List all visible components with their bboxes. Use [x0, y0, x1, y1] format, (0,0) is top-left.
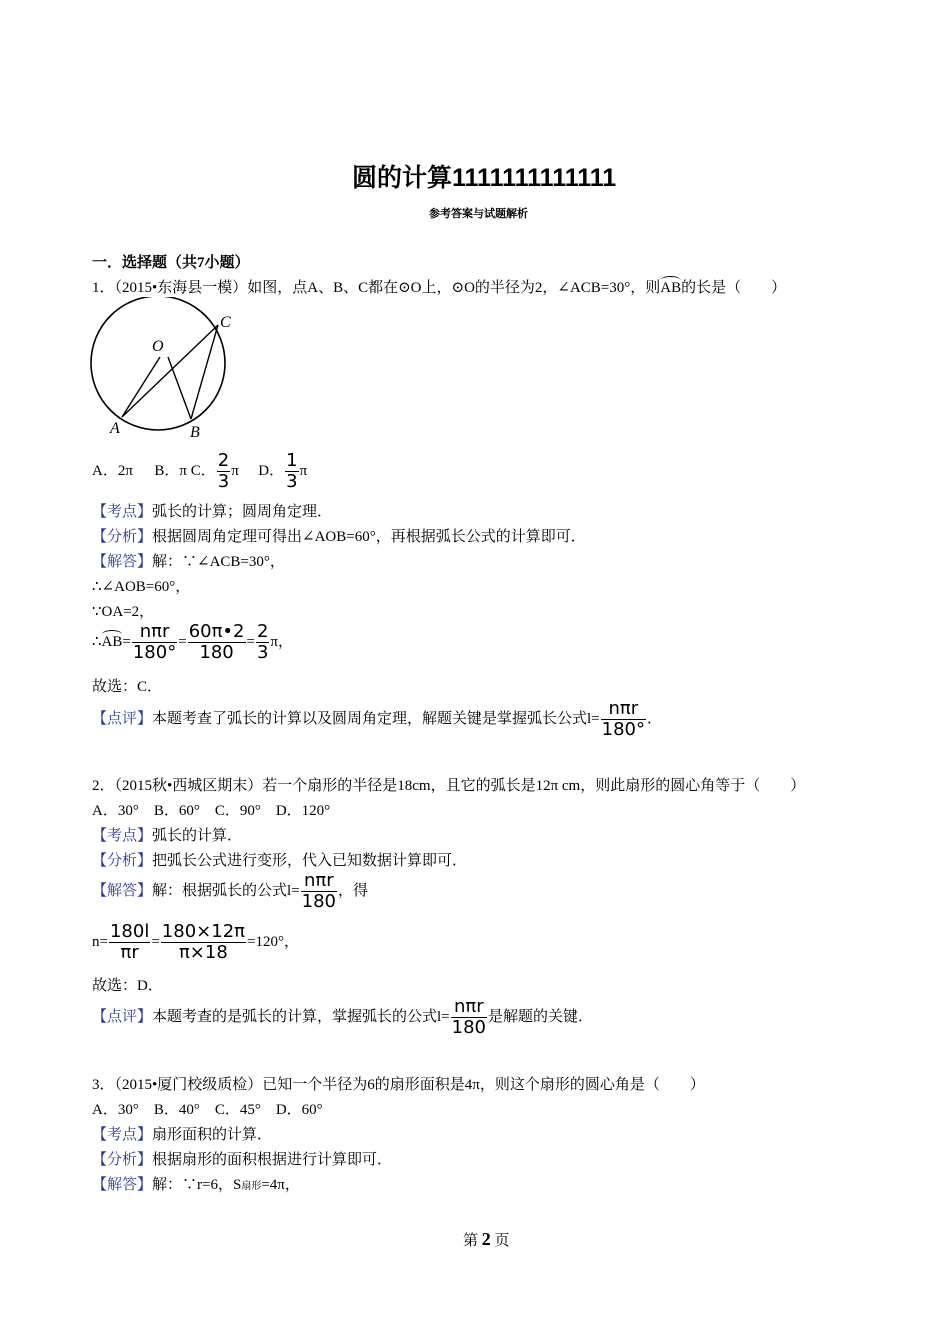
q1-options [92, 452, 307, 491]
q3-fenxi: 【分析】根据扇形的面积根据进行计算即可． [92, 1152, 393, 1168]
q2-jieda-formula: $\frac{\text{nπr}}{180}$ [301, 870, 337, 912]
label-o: O [152, 338, 164, 355]
section-heading: 一．选择题（共7小题） [92, 255, 250, 271]
q1-answer: 故选：C． [92, 679, 163, 695]
q3-options: A．30° B．40° C．45° D．60° [92, 1102, 323, 1118]
q2-n-calc: n= $\frac{180l}{\pi r}$ = $\frac{180\times 12\pi}{\pi\times 18}$ =120°， [92, 921, 299, 963]
q1-opt-c-pi: π [231, 462, 239, 479]
q1-fenxi: 【分析】根据圆周角定理可得出∠AOB=60°，再根据弧长公式的计算即可． [92, 529, 586, 545]
page-footer: 第 2 页 [463, 1229, 510, 1249]
q2-options: A．30° B．60° C．90° D．120° [92, 803, 331, 819]
q1-formula-1: $\frac{\text{nπr}}{180^\circ}$ [132, 621, 177, 663]
q3-jieda: 【解答】解：∵r=6，S扇形=4π， [92, 1177, 300, 1193]
q2-dianping-formula: $\frac{\text{nπr}}{180}$ [451, 996, 487, 1038]
page-subtitle: 参考答案与试题解析 [429, 208, 528, 220]
q1-step1: ∴∠AOB=60°， [92, 579, 191, 595]
q2-kaodian: 【考点】弧长的计算． [92, 828, 243, 844]
page-title: 圆的计算1111111111111 [352, 164, 617, 192]
q1-formula-2: $\frac{60\pi•2}{180}$ [188, 621, 245, 663]
q1-step3: ∴AB= $\frac{\text{nπr}}{180^\circ}$ = $\frac{60\pi•2}{180}$ = $\frac{2}{3}$ π， [92, 621, 293, 663]
q1-dianping: 【点评】本题考查了弧长的计算以及圆周角定理，解题关键是掌握弧长公式l= $\frac{\text{nπr}}{180^\circ}$ ． [92, 698, 663, 740]
q2-n-formula-2: $\frac{180\times 12\pi}{\pi\times 18}$ [161, 921, 245, 963]
q1-jieda: 【解答】解：∵∠ACB=30°， [92, 554, 285, 570]
q1-opt-d: D． [258, 462, 285, 479]
circle-o [91, 297, 225, 430]
q1-step3-arc: AB [102, 630, 123, 651]
q1-kaodian: 【考点】弧长的计算；圆周角定理． [92, 504, 333, 520]
q1-step2: ∵OA=2， [92, 604, 155, 620]
label-a: A [110, 420, 120, 437]
q1-opt-d-fraction: $\frac{1}{3}$ [286, 450, 298, 492]
q1-formula-3: $\frac{2}{3}$ [256, 621, 269, 663]
q1-stem-post: 的长是（ ） [681, 280, 787, 296]
q1-opt-c-fraction: $\frac{2}{3}$ [217, 450, 230, 492]
q2-n-formula-1: $\frac{180l}{\pi r}$ [109, 921, 150, 963]
q1-dianping-formula: $\frac{\text{nπr}}{180^\circ}$ [601, 698, 646, 740]
circle-figure [88, 297, 248, 447]
q1-opt-a: A．2π [92, 462, 133, 479]
line-ac [122, 325, 218, 417]
q2-jieda: 【解答】解：根据弧长的公式l= $\frac{\text{nπr}}{180}$ ，得 [92, 870, 369, 912]
label-b: B [190, 424, 200, 441]
q1-stem [92, 276, 786, 297]
page-number: 2 [481, 1229, 491, 1249]
line-ob [168, 357, 191, 419]
q2-fenxi: 【分析】把弧长公式进行变形，代入已知数据计算即可． [92, 853, 468, 869]
q2-dianping: 【点评】本题考查的是弧长的计算，掌握弧长的公式l= $\frac{\text{nπr}}{180}$ 是解题的关键． [92, 996, 594, 1038]
q3-stem: 3．（2015•厦门校级质检）已知一个半径为6的扇形面积是4π，则这个扇形的圆心角是（ ） [92, 1077, 705, 1093]
q2-answer: 故选：D． [92, 978, 163, 994]
q1-opt-d-pi: π [299, 462, 308, 479]
line-bc [191, 325, 218, 419]
label-c: C [220, 314, 231, 331]
q1-opt-b: B．π C． [154, 462, 216, 479]
q1-arc-ab: AB [660, 276, 681, 297]
q3-kaodian: 【考点】扇形面积的计算． [92, 1127, 273, 1143]
q1-stem-pre: 1．（2015•东海县一模）如图，点A、B、C都在⊙O上，⊙O的半径为2，∠ACB=30°，则 [92, 280, 661, 296]
q2-stem: 2．（2015秋•西城区期末）若一个扇形的半径是18cm，且它的弧长是12π cm，则此扇形的圆心角等于（ ） [92, 778, 806, 794]
